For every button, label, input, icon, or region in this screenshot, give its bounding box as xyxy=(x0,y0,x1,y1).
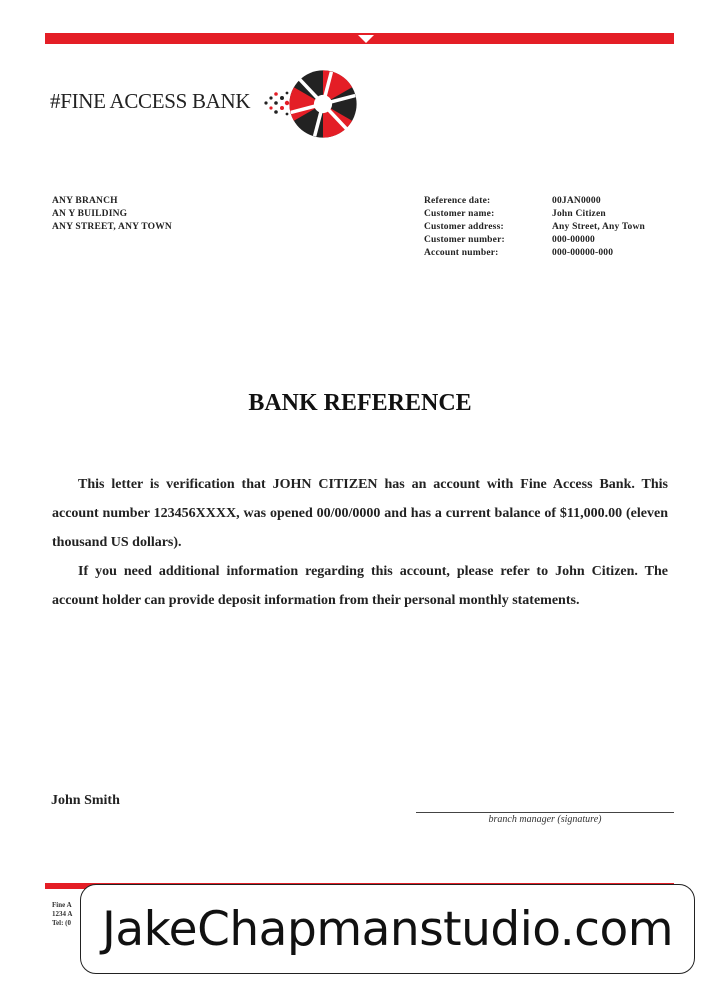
watermark-banner xyxy=(80,884,695,974)
meta-value: John Citizen xyxy=(552,209,606,219)
signature-caption: branch manager (signature) xyxy=(488,814,602,825)
meta-row-customer-address xyxy=(424,221,645,234)
branch-address xyxy=(52,195,172,234)
meta-value: 000-00000 xyxy=(552,235,595,245)
bank-logo-text: #FINE ACCESS BANK xyxy=(50,89,251,113)
meta-row-customer-number xyxy=(424,234,645,247)
signer-name: John Smith xyxy=(51,793,120,808)
footer-line: 1234 A xyxy=(52,910,73,918)
footer-line: Fine A xyxy=(52,901,72,909)
branch-line: ANY BRANCH xyxy=(52,196,118,206)
signature-line xyxy=(416,812,674,813)
document-title: BANK REFERENCE xyxy=(248,390,472,416)
body-paragraph: If you need additional information regarding this account, please refer to John Citizen. The account holder can provide deposit information from their personal monthly statements. xyxy=(52,564,668,608)
meta-label: Reference date: xyxy=(424,196,491,206)
aperture-icon xyxy=(288,69,358,139)
letter-body xyxy=(52,470,668,615)
meta-value: 000-00000-000 xyxy=(552,248,614,258)
branch-line: ANY STREET, ANY TOWN xyxy=(52,222,172,232)
meta-label: Customer number: xyxy=(424,235,505,245)
meta-label: Customer name: xyxy=(424,209,495,219)
meta-row-account-number xyxy=(424,247,645,260)
top-notch xyxy=(358,35,374,43)
branch-line: AN Y BUILDING xyxy=(52,209,128,219)
meta-label: Customer address: xyxy=(424,222,504,232)
meta-value: 00JAN0000 xyxy=(552,196,601,206)
meta-row-reference-date xyxy=(424,195,645,208)
meta-row-customer-name xyxy=(424,208,645,221)
meta-label: Account number: xyxy=(424,248,499,258)
reference-details xyxy=(424,195,645,260)
footer-line: Tel: (0 xyxy=(52,919,71,927)
meta-value: Any Street, Any Town xyxy=(552,222,646,232)
watermark-text: JakeChapmanstudio.com xyxy=(101,901,674,957)
body-paragraph: This letter is verification that JOHN CITIZEN has an account with Fine Access Bank. This account number 123456XXXX, was opened 00/00/0000 and has a current balance of $11,000.00 (eleven thousand US dollars). xyxy=(52,477,668,550)
